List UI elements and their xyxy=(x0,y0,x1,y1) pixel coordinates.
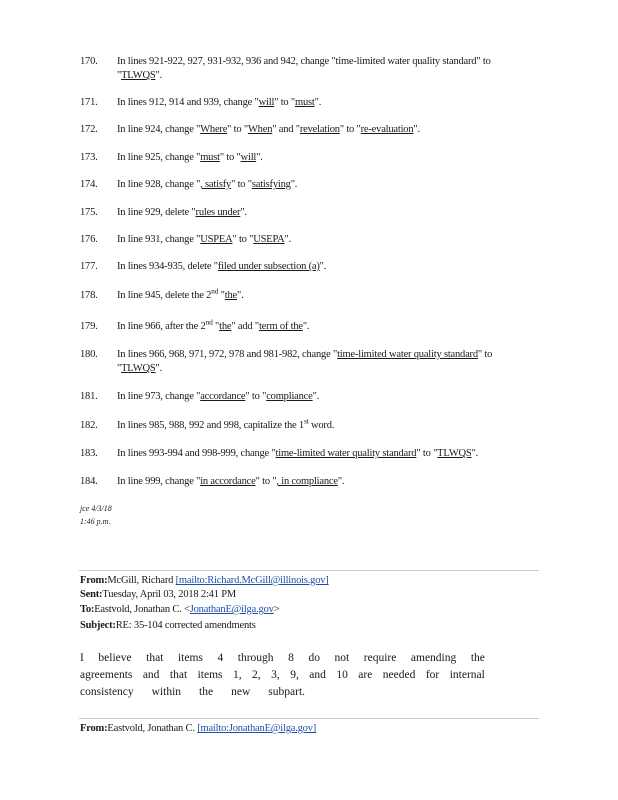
underlined-term: must xyxy=(294,97,315,108)
underlined-term: time-limited water quality standard xyxy=(337,349,478,360)
body-word: subpart. xyxy=(268,686,306,698)
body-word: for xyxy=(425,669,440,681)
to-label: To: xyxy=(80,604,95,615)
amendment-number: 178. xyxy=(80,290,98,301)
text-segment: In line 945, delete the 2 xyxy=(117,290,212,301)
amendment-text xyxy=(117,123,537,137)
underlined-term: the xyxy=(224,290,237,301)
body-word: do xyxy=(308,652,320,664)
text-segment: " xyxy=(218,290,225,301)
underlined-term: accordance xyxy=(200,391,246,402)
text-segment: ". xyxy=(284,234,292,245)
amendment-text xyxy=(117,151,537,165)
text-segment: " xyxy=(212,321,220,332)
text-segment: " to " xyxy=(232,234,254,245)
email-divider-top xyxy=(79,570,539,571)
amendment-text xyxy=(117,447,537,461)
amendment-text xyxy=(117,475,537,489)
amendment-number: 184. xyxy=(80,476,98,487)
amendment-number: 173. xyxy=(80,152,98,163)
text-segment: " to " xyxy=(245,391,267,402)
text-segment: ". xyxy=(237,290,244,301)
body-word: needed xyxy=(382,669,416,681)
amendment-number: 180. xyxy=(80,349,98,360)
text-segment: In line 928, change " xyxy=(117,179,201,190)
text-segment: " to " xyxy=(227,124,248,135)
text-segment: In lines 966, 968, 971, 972, 978 and 981-982, change " xyxy=(117,349,338,360)
underlined-term: filed under subsection (a) xyxy=(217,261,320,272)
body-word: the xyxy=(199,686,214,698)
amendment-number: 177. xyxy=(80,261,98,272)
text-segment: In lines 934-935, delete " xyxy=(117,261,218,272)
body-word: 1, xyxy=(232,669,242,681)
ordinal-suffix: nd xyxy=(205,317,213,327)
body-word: through xyxy=(237,652,274,664)
email-body-line xyxy=(80,650,485,667)
amendment-text xyxy=(117,348,537,376)
amendment-text xyxy=(117,178,537,192)
underlined-term: Where xyxy=(200,124,228,135)
body-word: I xyxy=(80,652,84,664)
body-word: 9, xyxy=(290,669,299,681)
amendment-text xyxy=(117,233,537,247)
text-segment: " to " xyxy=(416,448,438,459)
body-word: internal xyxy=(449,669,485,681)
amendment-text xyxy=(117,96,537,110)
underlined-term: will xyxy=(258,97,275,108)
underlined-term: TLWQS xyxy=(437,448,472,459)
text-segment: ". xyxy=(256,152,263,163)
email-body-line xyxy=(80,667,485,684)
email-from-line xyxy=(80,574,329,587)
amendment-number: 171. xyxy=(80,97,98,108)
text-segment: In line 973, change " xyxy=(117,391,201,402)
body-word: 8 xyxy=(288,652,294,664)
email-sent-line xyxy=(80,588,236,601)
text-segment: ". xyxy=(240,207,247,218)
body-word: 2, xyxy=(252,669,261,681)
underlined-term: satisfying xyxy=(251,179,291,190)
email-divider-bottom xyxy=(79,718,539,719)
text-segment: ". xyxy=(302,321,310,332)
from-name: McGill, Richard xyxy=(107,575,176,586)
ordinal-suffix: nd xyxy=(211,286,219,296)
underlined-term: TLWQS xyxy=(121,70,156,81)
underlined-term: in accordance xyxy=(200,476,256,487)
text-segment: ". xyxy=(471,448,479,459)
amendment-text xyxy=(117,206,537,220)
amendment-number: 179. xyxy=(80,321,98,332)
body-word: 4 xyxy=(217,652,224,664)
handwritten-initials: jce 4/3/18 xyxy=(80,504,112,513)
text-segment: " to " xyxy=(231,179,252,190)
text-segment: In lines 921-922, 927, 931-932, 936 and 942, change "time-limited water quality standard" to " xyxy=(117,56,491,81)
text-segment: " to " xyxy=(339,124,361,135)
underlined-term: , satisfy xyxy=(200,179,232,190)
underlined-term: time-limited water quality standard xyxy=(275,448,417,459)
text-segment: ". xyxy=(312,391,320,402)
underlined-term: USEPA xyxy=(253,234,285,245)
amendment-text xyxy=(117,416,537,433)
body-word: 10 xyxy=(336,669,348,681)
underlined-term: term of the xyxy=(258,321,303,332)
text-segment: In line 931, change " xyxy=(117,234,201,245)
body-word: not xyxy=(334,652,350,664)
text-segment: In line 924, change " xyxy=(117,124,201,135)
handwritten-time: 1:46 p.m. xyxy=(80,517,111,526)
amendment-text xyxy=(117,390,537,404)
underlined-term: , in compliance xyxy=(276,476,338,487)
from-label: From: xyxy=(80,575,108,586)
text-segment: ". xyxy=(337,476,345,487)
body-word: and xyxy=(309,669,326,681)
email-to-line xyxy=(80,603,279,616)
text-segment: In lines 993-994 and 998-999, change " xyxy=(117,448,276,459)
email2-from-line xyxy=(80,722,316,735)
text-segment: In lines 985, 988, 992 and 998, capitalize the 1 xyxy=(117,420,304,431)
amendment-number: 170. xyxy=(80,56,98,67)
text-segment: " to " xyxy=(274,97,295,108)
underlined-term: the xyxy=(219,321,232,332)
body-word: that xyxy=(146,652,164,664)
body-word: the xyxy=(470,652,485,664)
amendment-number: 182. xyxy=(80,420,98,431)
to-end: > xyxy=(273,604,280,615)
body-word: items xyxy=(197,669,223,681)
body-word: consistency xyxy=(80,686,134,698)
amendment-number: 174. xyxy=(80,179,98,190)
amendment-text xyxy=(117,55,537,83)
text-segment: In lines 912, 914 and 939, change " xyxy=(117,97,259,108)
body-word: are xyxy=(358,669,373,681)
body-word: 3, xyxy=(271,669,280,681)
amendment-text xyxy=(117,286,537,303)
body-word: that xyxy=(169,669,188,681)
email-subject-line xyxy=(80,619,256,632)
underlined-term: compliance xyxy=(266,391,313,402)
to-email-link[interactable]: JonathanE@ilga.gov xyxy=(189,604,274,615)
underlined-term: must xyxy=(200,152,220,163)
amendment-text xyxy=(117,317,537,334)
amendment-text xyxy=(117,260,537,274)
underlined-term: will xyxy=(240,152,257,163)
amendment-number: 176. xyxy=(80,234,98,245)
body-word: items xyxy=(177,652,203,664)
amendment-number: 172. xyxy=(80,124,98,135)
ordinal-suffix: st xyxy=(303,416,309,426)
text-segment: ". xyxy=(413,124,420,135)
underlined-term: revelation xyxy=(299,124,340,135)
amendment-number: 183. xyxy=(80,448,98,459)
text-segment: " and " xyxy=(272,124,300,135)
text-segment: In line 999, change " xyxy=(117,476,201,487)
sent-value: Tuesday, April 03, 2018 2:41 PM xyxy=(102,589,236,600)
email2-from-label: From: xyxy=(80,723,108,734)
text-segment: " to " xyxy=(255,476,277,487)
body-word: within xyxy=(151,686,182,698)
body-word: amending xyxy=(410,652,457,664)
underlined-term: USPEA xyxy=(200,234,233,245)
text-segment: " add " xyxy=(231,321,259,332)
subject-label: Subject: xyxy=(80,620,116,631)
body-word: require xyxy=(363,652,397,664)
subject-value: RE: 35-104 corrected amendments xyxy=(115,620,256,631)
to-name: Eastvold, Jonathan C. < xyxy=(94,604,190,615)
underlined-term: rules under xyxy=(195,207,241,218)
text-segment: word. xyxy=(308,420,335,431)
body-word: agreements xyxy=(80,669,133,681)
text-segment: " to " xyxy=(117,349,493,374)
underlined-term: re-evaluation xyxy=(360,124,414,135)
body-word: believe xyxy=(98,652,132,664)
text-segment: In line 966, after the 2 xyxy=(117,321,206,332)
email2-from-mailto-link[interactable]: [mailto:JonathanE@ilga.gov] xyxy=(197,723,317,734)
email2-from-name: Eastvold, Jonathan C. xyxy=(107,723,198,734)
body-word: new xyxy=(231,686,251,698)
amendment-number: 175. xyxy=(80,207,98,218)
body-word: and xyxy=(142,669,160,681)
from-mailto-link[interactable]: [mailto:Richard.McGill@illinois.gov] xyxy=(175,575,329,586)
underlined-term: When xyxy=(247,124,273,135)
text-segment: In line 925, change " xyxy=(117,152,201,163)
text-segment: ". xyxy=(155,70,162,81)
amendment-number: 181. xyxy=(80,391,98,402)
email-body-line xyxy=(80,684,485,701)
text-segment: ". xyxy=(319,261,327,272)
text-segment: ". xyxy=(314,97,322,108)
text-segment: ". xyxy=(290,179,298,190)
sent-label: Sent: xyxy=(80,589,103,600)
underlined-term: TLWQS xyxy=(121,363,156,374)
text-segment: ". xyxy=(155,363,162,374)
text-segment: " to " xyxy=(219,152,241,163)
text-segment: In line 929, delete " xyxy=(117,207,196,218)
